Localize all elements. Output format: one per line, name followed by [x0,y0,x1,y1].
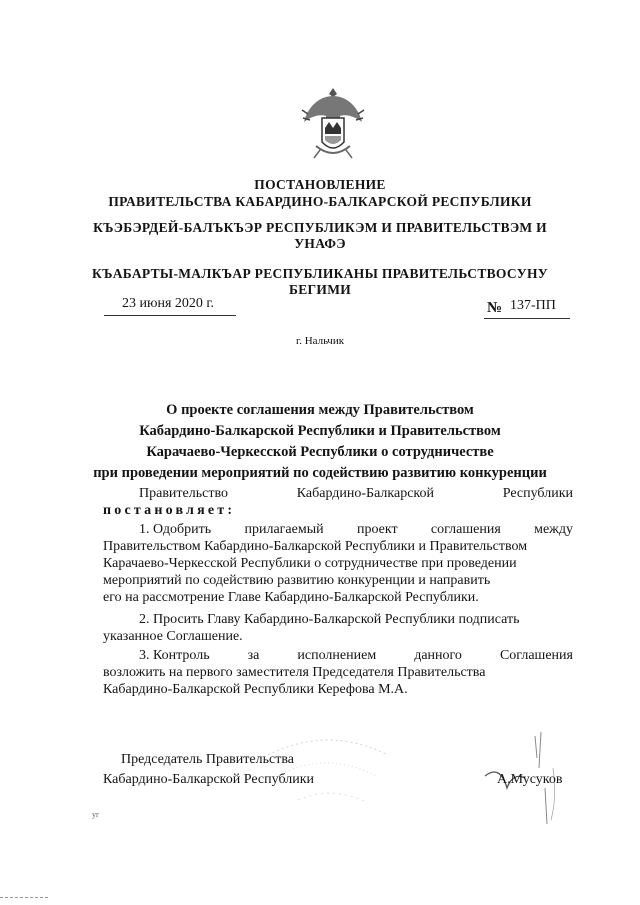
resolves-label: постановляет: [103,503,236,518]
subject-line: О проекте соглашения между Правительством [166,402,474,418]
intro-word: Правительство [139,486,228,501]
issuer-karachay-line2: БЕГИМИ [288,282,352,297]
number-sign: № [487,300,503,316]
issuer-kabardian-line2: УНАФЭ [294,236,346,251]
p3-word: данного [414,648,462,663]
signatory-role-line2: Кабардино-Балкарской Республики [103,772,314,787]
intro-paragraph [103,485,573,519]
paragraph-3 [103,647,573,698]
signatory-role [103,750,314,790]
p3-word: за [247,648,260,663]
date-underline [104,315,236,316]
subject-line: при проведении мероприятий по содействию развитию конкуренции [93,465,547,481]
intro-word: Республики [502,486,573,501]
p1-line: его на рассмотрение Главе Кабардино-Балкарской Республики. [103,590,479,605]
p1-word: прилагаемый [244,522,324,537]
document-subject [0,400,640,484]
p1-word: проект [356,522,398,537]
p3-line: возложить на первого заместителя Председателя Правительства [103,665,486,680]
document-number: 137-ПП [510,298,556,313]
p1-word: соглашения [430,522,501,537]
number-underline [484,318,570,319]
p1-line: мероприятий по содействию развитию конкуренции и направить [103,573,491,588]
p3-line: Кабардино-Балкарской Республики Керефова М.А. [103,682,408,697]
signatory-role-line1: Председатель Правительства [121,752,294,767]
issuer-karachay-line1: КЪАБАРТЫ-МАЛКЪАР РЕСПУБЛИКАНЫ ПРАВИТЕЛЬСТВОСУНУ [92,266,548,281]
p3-word: 3. Контроль [139,648,210,663]
city: г. Нальчик [295,335,345,347]
p3-word: Соглашения [499,648,573,663]
p2-line: 2. Просить Главу Кабардино-Балкарской Республики подписать [139,612,520,627]
subject-line: Карачаево-Черкесской Республики о сотрудничестве [146,444,494,460]
p1-line: Правительством Кабардино-Балкарской Республики и Правительством [103,539,528,554]
document-date: 23 июня 2020 г. [122,296,215,311]
bottom-edge-mark [0,897,48,898]
issuer-russian: ПРАВИТЕЛЬСТВА КАБАРДИНО-БАЛКАРСКОЙ РЕСПУБЛИКИ [108,194,532,209]
issuer-kabardian-line1: КЪЭБЭРДЕЙ-БАЛЪКЪЭР РЕСПУБЛИКЭМ И ПРАВИТЕЛЬСТВЭМ И [93,220,547,235]
paragraph-1 [103,521,573,606]
p1-word: 1. Одобрить [139,522,212,537]
paragraph-2 [103,611,573,645]
p3-word: исполнением [297,648,377,663]
subject-line: Кабардино-Балкарской Республики и Правительством [139,423,501,439]
signatory-name: А.Мусуков [497,772,563,787]
p1-word: между [534,522,573,537]
intro-word: Кабардино-Балкарской [296,486,434,501]
document-type: ПОСТАНОВЛЕНИЕ [254,177,386,192]
footer-mark: уг [92,810,100,819]
coat-of-arms-icon [300,84,366,164]
p1-line: Карачаево-Черкесской Республики о сотрудничестве при проведении [103,556,517,571]
p2-line: указанное Соглашение. [103,629,243,644]
